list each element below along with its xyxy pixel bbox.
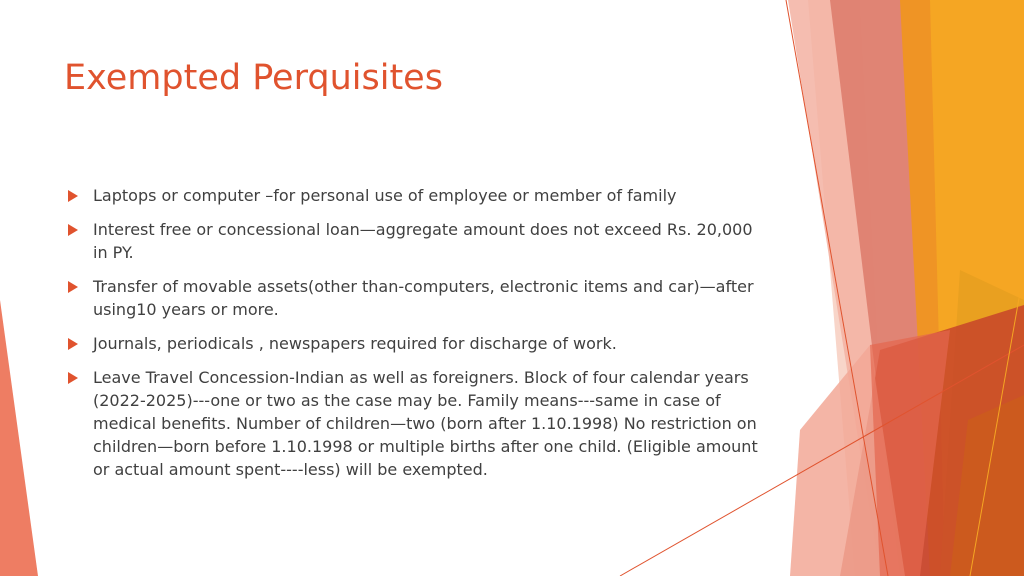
triangle-right-icon: [68, 372, 78, 384]
bullet-item: [64, 184, 764, 207]
bullet-text: Interest free or concessional loan—aggregate amount does not exceed Rs. 20,000 in PY.: [93, 220, 753, 262]
bullet-text: Leave Travel Concession-Indian as well as foreigners. Block of four calendar years (2022-2025)---one or two as the case may be. Family means---same in case of medical benefits. Number of children—two (born after 1.10.1998) No restriction on children—born before 1.10.1998 or multiple births after one child. (Eligible amount or actual amount spent----less) will be exempted.: [93, 368, 758, 479]
bullet-text: Laptops or computer –for personal use of employee or member of family: [93, 186, 677, 205]
bullet-item: [64, 332, 764, 355]
bullet-text: Transfer of movable assets(other than-computers, electronic items and car)—after using10 years or more.: [93, 277, 754, 319]
bullet-list: [64, 184, 764, 492]
bullet-item: [64, 275, 764, 321]
slide-title: Exempted Perquisites: [64, 58, 443, 98]
triangle-right-icon: [68, 224, 78, 236]
bullet-text: Journals, periodicals , newspapers required for discharge of work.: [93, 334, 617, 353]
bullet-item: [64, 218, 764, 264]
bullet-item: [64, 366, 764, 481]
left-edge-facet: [0, 300, 38, 576]
triangle-right-icon: [68, 281, 78, 293]
triangle-right-icon: [68, 190, 78, 202]
triangle-right-icon: [68, 338, 78, 350]
